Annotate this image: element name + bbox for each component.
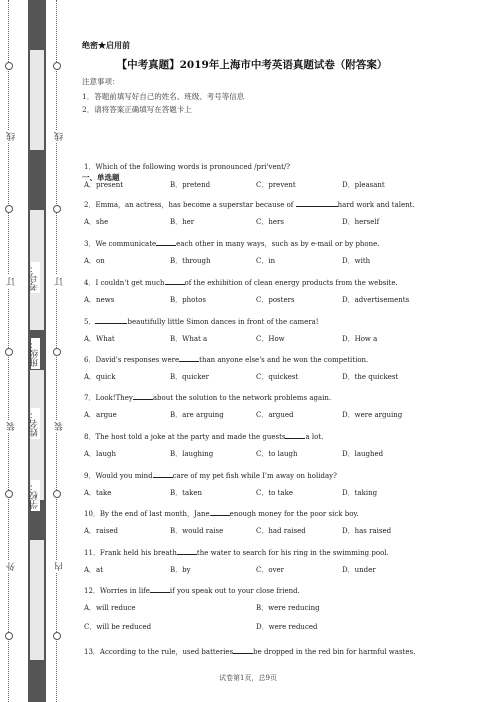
answer-option[interactable]: B．through xyxy=(170,257,211,265)
question-stem: 1．Which of the following words is pronounced /pri'vent/? xyxy=(84,163,291,171)
answer-option[interactable]: B．are arguing xyxy=(170,411,224,419)
note-item: 1．答题前填写好自己的姓名、班级、考号等信息 xyxy=(82,92,245,101)
answer-option[interactable]: C．in xyxy=(256,257,276,265)
answer-option[interactable]: A．present xyxy=(84,181,124,189)
answer-option[interactable]: D．advertisements xyxy=(342,296,410,304)
answer-option[interactable]: D．under xyxy=(342,566,376,574)
binding-hole-icon xyxy=(5,62,13,70)
answer-option[interactable]: A．quick xyxy=(84,373,116,381)
binding-hole-icon xyxy=(53,205,61,213)
outer-label: 外 xyxy=(7,562,17,571)
answer-option[interactable]: A．argue xyxy=(84,411,117,419)
secret-label: 绝密★启用前 xyxy=(82,40,130,50)
answer-blank xyxy=(233,646,253,654)
answer-option[interactable]: C．hers xyxy=(256,218,284,226)
outer-label: 线 xyxy=(7,132,17,141)
binding-hole-icon xyxy=(5,205,13,213)
answer-blank xyxy=(153,470,173,478)
answer-option[interactable]: B．What a xyxy=(170,335,208,343)
answer-option[interactable]: C．to laugh xyxy=(256,450,298,458)
answer-option[interactable]: B．were reducing xyxy=(256,604,320,612)
answer-option[interactable]: A．What xyxy=(84,335,115,343)
answer-option[interactable]: C．quickest xyxy=(256,373,299,381)
binding-hole-icon xyxy=(5,490,13,498)
answer-blank xyxy=(296,199,338,207)
binding-hole-icon xyxy=(53,490,61,498)
answer-option[interactable]: D．herself xyxy=(342,218,380,226)
answer-blank xyxy=(165,277,185,285)
answer-option[interactable]: A．laugh xyxy=(84,450,116,458)
question-stem: 5． beautifully little Simon dances in front of the camera! xyxy=(84,318,319,326)
answer-option[interactable]: A．she xyxy=(84,218,109,226)
answer-option[interactable]: D．the quickest xyxy=(342,373,399,381)
answer-option[interactable]: D．pleasant xyxy=(342,181,385,189)
answer-option[interactable]: C．to take xyxy=(256,489,293,497)
outer-label: 订 xyxy=(7,277,17,286)
answer-option[interactable]: C．had raised xyxy=(256,527,306,535)
question-stem: 7．Look!They about the solution to the network problems again. xyxy=(84,394,332,402)
answer-option[interactable]: B．her xyxy=(170,218,195,226)
name-field-label: 姓名： xyxy=(30,410,40,437)
answer-blank xyxy=(95,316,127,324)
answer-blank xyxy=(150,585,170,593)
page-title: 【中考真题】2019年上海市中考英语真题试卷（附答案） xyxy=(116,59,388,71)
answer-blank xyxy=(179,354,199,362)
answer-blank xyxy=(133,392,153,400)
answer-option[interactable]: A．raised xyxy=(84,527,119,535)
answer-blank xyxy=(177,547,197,555)
answer-option[interactable]: D．taking xyxy=(342,489,378,497)
exam-number-field-label: 考号： xyxy=(30,264,40,291)
answer-option[interactable]: C．will be reduced xyxy=(84,623,152,631)
answer-option[interactable]: B．would raise xyxy=(170,527,224,535)
answer-option[interactable]: C．How xyxy=(256,335,285,343)
note-item: 2．请将答案正确填写在答题卡上 xyxy=(82,105,192,114)
school-field-label: 学校： xyxy=(30,482,40,509)
binding-hole-icon xyxy=(5,348,13,356)
answer-option[interactable]: B．taken xyxy=(170,489,203,497)
inner-label: 装 xyxy=(55,422,65,431)
question-stem: 8．The host told a joke at the party and made the guests a lot. xyxy=(84,433,324,441)
answer-option[interactable]: C．over xyxy=(256,566,285,574)
question-stem: 3．We communicate each other in many ways，such as by e-mail or by phone. xyxy=(84,240,380,248)
answer-option[interactable]: C．argued xyxy=(256,411,294,419)
answer-option[interactable]: D．has raised xyxy=(342,527,392,535)
page-footer: 试卷第1页，总9页 xyxy=(219,674,277,682)
outer-label: 装 xyxy=(7,422,17,431)
answer-option[interactable]: A．will reduce xyxy=(84,604,136,612)
answer-blank xyxy=(210,508,230,516)
question-stem: 2．Emma，an actress，has become a superstar because of hard work and talent. xyxy=(84,201,415,209)
binding-hole-icon xyxy=(5,632,13,640)
binding-hole-icon xyxy=(53,348,61,356)
question-stem: 4．I couldn't get much of the exhibition of clean energy products from the website. xyxy=(84,279,398,287)
question-stem: 6．David's responses were than anyone else's and he won the competition. xyxy=(84,356,369,364)
answer-option[interactable]: D．were reduced xyxy=(256,623,318,631)
answer-option[interactable]: D．How a xyxy=(342,335,378,343)
answer-option[interactable]: B．photos xyxy=(170,296,206,304)
inner-label: 订 xyxy=(55,277,65,286)
answer-option[interactable]: B．by xyxy=(170,566,191,574)
answer-option[interactable]: B．quicker xyxy=(170,373,210,381)
answer-option[interactable]: C．prevent xyxy=(256,181,296,189)
answer-option[interactable]: C．posters xyxy=(256,296,295,304)
binding-hole-icon xyxy=(53,632,61,640)
answer-option[interactable]: A．take xyxy=(84,489,112,497)
answer-option[interactable]: D．were arguing xyxy=(342,411,403,419)
inner-label: 内 xyxy=(55,562,65,571)
notes-heading: 注意事项： xyxy=(82,77,120,86)
answer-option[interactable]: B．pretend xyxy=(170,181,211,189)
inner-label: 线 xyxy=(55,132,65,141)
answer-blank xyxy=(156,238,176,246)
question-stem: 13．According to the rule，used batteries be dropped in the red bin for harmful wastes. xyxy=(84,648,416,656)
binding-margin xyxy=(0,0,68,702)
answer-option[interactable]: A．at xyxy=(84,566,104,574)
question-stem: 12．Worries in life if you speak out to your close friend. xyxy=(84,587,300,595)
question-stem: 9．Would you mind care of my pet fish while I'm away on holiday? xyxy=(84,472,337,480)
class-field-label: 班级： xyxy=(30,340,40,367)
question-stem: 10．By the end of last month，Jane enough money for the poor sick boy. xyxy=(84,510,359,518)
binding-hole-icon xyxy=(53,62,61,70)
answer-blank xyxy=(285,431,305,439)
answer-option[interactable]: D．with xyxy=(342,257,371,265)
answer-option[interactable]: A．news xyxy=(84,296,115,304)
answer-option[interactable]: A．on xyxy=(84,257,105,265)
section-heading: 一、单选题 xyxy=(82,173,120,182)
answer-option[interactable]: D．laughed xyxy=(342,450,384,458)
answer-option[interactable]: B．laughing xyxy=(170,450,214,458)
question-stem: 11．Frank held his breath the water to search for his ring in the swimming pool. xyxy=(84,549,389,557)
